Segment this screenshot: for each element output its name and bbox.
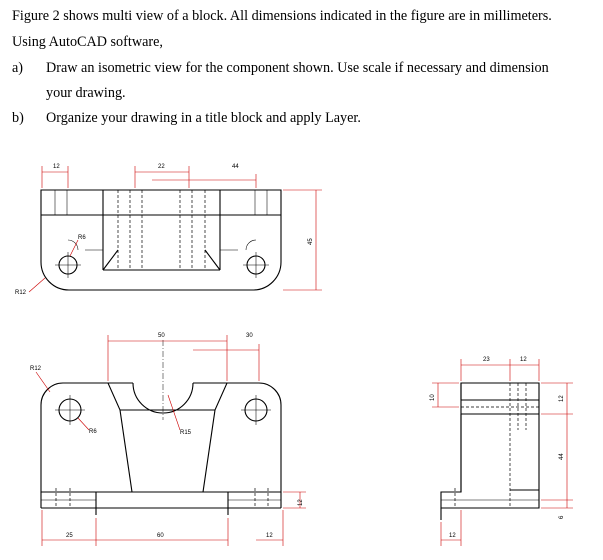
front-dim-r15: R15	[180, 430, 192, 436]
top-dim-r6: R6	[78, 235, 86, 241]
top-dim-44: 44	[232, 164, 239, 170]
top-dim-22: 22	[158, 164, 165, 170]
part-a-text: Draw an isometric view for the component shown. Use scale if necessary and dimension	[46, 60, 549, 76]
front-dim-50: 50	[158, 333, 165, 339]
front-dim-r12: R12	[30, 366, 42, 372]
intro-line-1: Figure 2 shows multi view of a block. All dimensions indicated in the figure are in millimeters.	[12, 8, 552, 24]
top-dim-12: 12	[53, 164, 60, 170]
side-dim-44: 44	[559, 453, 565, 460]
side-view	[430, 357, 573, 546]
top-view	[15, 164, 322, 296]
front-dim-30: 30	[246, 333, 253, 339]
side-dim-23: 23	[483, 357, 490, 363]
side-dim-12-bottom: 12	[449, 533, 456, 539]
top-dim-45: 45	[308, 238, 314, 245]
front-dim-60: 60	[157, 533, 164, 539]
front-dim-25: 25	[66, 533, 73, 539]
part-b-label: b)	[12, 110, 24, 126]
side-dim-6: 6	[559, 515, 565, 519]
front-dim-12-bottom: 12	[266, 533, 273, 539]
side-dim-10: 10	[430, 394, 436, 401]
part-a-label: a)	[12, 60, 24, 76]
side-dim-12-right: 12	[559, 395, 565, 402]
side-dim-12-top: 12	[520, 357, 527, 363]
top-dim-r12: R12	[15, 290, 27, 296]
intro-line-2: Using AutoCAD software,	[12, 34, 163, 50]
front-view	[30, 333, 306, 546]
front-dim-r6: R6	[89, 429, 97, 435]
part-b-text: Organize your drawing in a title block and apply Layer.	[46, 110, 361, 126]
front-dim-12-right: 12	[298, 499, 304, 506]
part-a-text-cont: your drawing.	[46, 85, 126, 101]
